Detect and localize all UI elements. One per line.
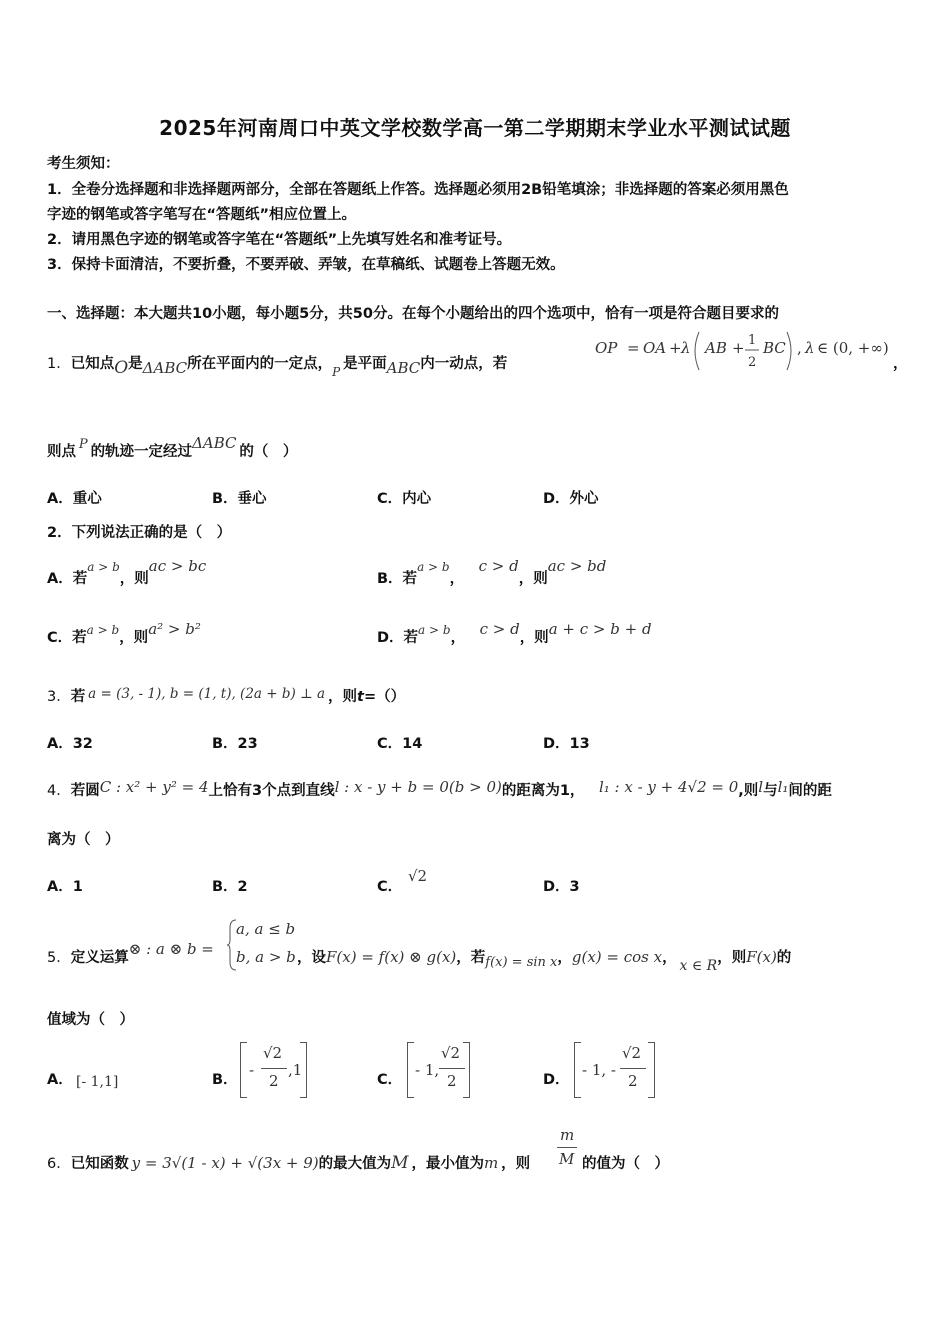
q2-c-cond: a > b (86, 623, 120, 637)
q4-line: l : x - y + b = 0(b > 0) (334, 778, 502, 796)
notice-heading: 考生须知： (47, 156, 120, 172)
q1-option-b[interactable]: B．垂心 (212, 491, 267, 507)
q5-b-pre: - (249, 1061, 255, 1079)
question-2-stem: 2．下列说法正确的是（ ） (47, 525, 232, 541)
q3-option-a[interactable]: A．32 (47, 736, 93, 752)
q2-c-result: a² > b² (148, 620, 201, 638)
question-number: 3． (47, 689, 71, 705)
q1-text: 是 (128, 356, 143, 372)
q5-text: ，若 (456, 950, 486, 966)
q5-text: ， (662, 950, 677, 966)
right-bracket (463, 1042, 470, 1098)
q1-math: ΔABC (142, 359, 188, 377)
q4-circle: C : x² + y² = 4 (99, 778, 209, 796)
question-number: 5． (47, 950, 71, 966)
q5-option-d-label[interactable]: D． (543, 1072, 570, 1088)
q6-M: M (391, 1153, 409, 1173)
q5-F: F(x) (746, 948, 777, 966)
q1-math: P (332, 365, 341, 379)
q4-option-b[interactable]: B．2 (212, 879, 248, 895)
q5-op: ⊗ : a ⊗ b = (128, 940, 214, 958)
q1-option-a[interactable]: A．重心 (47, 491, 102, 507)
q2-b-cond1: a > b (417, 560, 450, 574)
q6-m: m (483, 1154, 499, 1172)
q2-c-mid: ，则 (119, 630, 149, 646)
q1-math: O (114, 358, 129, 378)
q5-text: ， (557, 950, 572, 966)
q4-c-label: C． (377, 879, 403, 895)
q4-text: 与 (763, 783, 778, 799)
q1-math: ΔABC (192, 434, 237, 452)
question-number: 4． (47, 783, 71, 799)
q2-b-cond2: c > d (478, 557, 519, 575)
q1-text: 的（ ） (239, 444, 298, 460)
svg-text:=: = (627, 339, 640, 357)
q5-c-pre: - 1, (415, 1061, 440, 1079)
q1-text: 则点 (47, 444, 76, 460)
q6-text: ，则 (501, 1156, 531, 1172)
svg-text:∈ (0, +∞): ∈ (0, +∞) (817, 339, 889, 357)
question-5-line2: 值域为（ ） (47, 1012, 134, 1028)
question-6 (47, 1152, 530, 1173)
svg-text:λ: λ (681, 339, 691, 357)
q5-b-den: 2 (269, 1072, 279, 1090)
q5-case-2: b, a > b (236, 948, 296, 966)
q2-d-mid: ，则 (519, 630, 549, 646)
q4-option-c[interactable] (377, 867, 428, 896)
q2-b-result: ac > bd (547, 557, 607, 575)
q6-frac-den: M (559, 1150, 575, 1168)
q3-formula: a = (3, - 1), b = (1, t), (2a + b) ⊥ a (88, 686, 326, 702)
svg-text:OA: OA (643, 339, 667, 357)
q5-option-c-label[interactable]: C． (377, 1072, 403, 1088)
q4-text: 的距离为1， (501, 783, 585, 799)
q5-d-pre: - 1, - (582, 1061, 616, 1079)
q2-option-a[interactable] (47, 557, 207, 588)
q5-option-a-value[interactable]: [- 1,1] (76, 1074, 119, 1090)
q1-text: 内一动点，若 (420, 356, 508, 372)
q1-math: P (78, 437, 88, 452)
svg-text:AB: AB (705, 339, 727, 357)
q5-b-post: ,1 (288, 1061, 303, 1079)
fraction-bar (620, 1068, 646, 1069)
q4-option-d[interactable]: D．3 (543, 879, 580, 895)
question-1-line1 (47, 352, 508, 379)
svg-text:,: , (797, 339, 802, 357)
q6-text: ，最小值为 (411, 1156, 484, 1172)
question-4-line2: 离为（ ） (47, 832, 120, 848)
q2-option-d[interactable] (377, 620, 652, 647)
notice-item-1-cont: 字迹的钢笔或答字笔写在“答题纸”相应位置上。 (47, 207, 357, 223)
q2-b-sep: ， (449, 571, 465, 587)
q3-option-c[interactable]: C．14 (377, 736, 423, 752)
q1-text: 是平面 (343, 356, 387, 372)
question-1-line2 (47, 434, 298, 461)
question-number: 6． (47, 1156, 71, 1172)
q2-d-result: a + c > b + d (548, 620, 652, 638)
q1-math: ABC (386, 359, 421, 377)
notice-item-1: 1．全卷分选择题和非选择题两部分，全部在答题纸上作答。选择题必须用2B铅笔填涂；非选择题的答案必须用黑色 (47, 182, 789, 198)
page-title: 2025年河南周口中英文学校数学高一第二学期期末学业水平测试试题 (159, 116, 791, 140)
q4-l: l (758, 778, 764, 796)
svg-text:+: + (669, 339, 682, 357)
question-3 (47, 685, 405, 706)
q4-option-a[interactable]: A．1 (47, 879, 83, 895)
q4-l1: l₁ (777, 778, 789, 796)
q5-c-den: 2 (447, 1072, 457, 1090)
fraction-bar (439, 1068, 465, 1069)
q2-b-label: B．若 (377, 571, 418, 587)
svg-text:1: 1 (748, 333, 757, 348)
q5-b-num: √2 (263, 1044, 283, 1062)
left-bracket (574, 1042, 581, 1098)
q6-function: y = 3√(1 - x) + √(3x + 9) (131, 1154, 319, 1172)
q5-f: f(x) = sin x (485, 955, 558, 970)
left-bracket (407, 1042, 414, 1098)
right-bracket (648, 1042, 655, 1098)
q4-line1: l₁ : x - y + 4√2 = 0 (598, 778, 739, 796)
q3-option-b[interactable]: B．23 (212, 736, 258, 752)
q2-b-mid: ，则 (518, 571, 548, 587)
q1-option-c[interactable]: C．内心 (377, 491, 432, 507)
q5-d-den: 2 (628, 1072, 638, 1090)
q5-piecewise (226, 918, 296, 972)
q2-option-c[interactable] (47, 620, 201, 647)
question-number: 1． (47, 356, 71, 372)
q6-frac-num: m (560, 1126, 575, 1144)
q1-text: 所在平面内的一定点， (187, 356, 333, 372)
q5-text: ，设 (297, 950, 326, 966)
q2-d-label: D．若 (377, 630, 419, 646)
q5-case-1: a, a ≤ b (236, 920, 296, 938)
q2-a-cond: a > b (87, 560, 120, 574)
svg-text:λ: λ (805, 339, 815, 357)
q2-a-label: A．若 (47, 571, 88, 587)
q2-a-result: ac > bc (148, 557, 207, 575)
q5-option-b-label[interactable]: B． (212, 1072, 238, 1088)
q5-g: g(x) = cos x (571, 948, 663, 966)
q1-text: 的轨迹一定经过 (90, 444, 193, 460)
q4-c-value: √2 (407, 867, 428, 885)
q5-d-num: √2 (622, 1044, 642, 1062)
q3-text: 若 (70, 689, 86, 705)
q1-text: 已知点 (70, 356, 115, 372)
q4-text: 若圆 (70, 783, 100, 799)
question-4-line1 (47, 779, 832, 800)
svg-text:OP: OP (595, 339, 618, 357)
notice-item-2: 2．请用黑色字迹的钢笔或答字笔在“答题纸”上先填写姓名和准考证号。 (47, 232, 512, 248)
q5-text: 定义运算 (70, 950, 129, 966)
fraction-bar (261, 1068, 287, 1069)
left-bracket (240, 1042, 247, 1098)
q5-text: 的 (776, 950, 792, 966)
svg-text:+: + (732, 339, 745, 357)
question-5-line1b (297, 946, 792, 974)
q5-text: ，则 (717, 950, 747, 966)
q2-d-cond2: c > d (479, 620, 520, 638)
q3-text: ，则 (328, 689, 358, 705)
q2-d-cond1: a > b (418, 623, 451, 637)
right-bracket (300, 1042, 307, 1098)
q3-text: =（） (363, 689, 406, 705)
notice-item-3: 3．保持卡面清洁，不要折叠，不要弄破、弄皱，在草稿纸、试题卷上答题无效。 (47, 257, 565, 273)
svg-text:2: 2 (748, 355, 757, 370)
q1-option-d[interactable]: D．外心 (543, 491, 599, 507)
q1-formula-svg (593, 328, 893, 374)
q4-text: 上恰有3个点到直线 (208, 783, 335, 799)
q5-c-num: √2 (441, 1044, 461, 1062)
q3-var: t (357, 689, 364, 705)
q6-tail: 的值为（ ） (582, 1156, 669, 1172)
q1-formula (593, 328, 893, 374)
q2-c-label: C．若 (47, 630, 87, 646)
section-header: 一、选择题：本大题共10小题，每小题5分，共50分。在每个小题给出的四个选项中，恰有一项是符合题目要求的 (47, 306, 779, 322)
q4-text: ,则 (738, 783, 759, 799)
q2-d-sep: ， (450, 630, 466, 646)
q2-option-b[interactable] (377, 557, 607, 588)
svg-text:BC: BC (763, 339, 786, 357)
q3-option-d[interactable]: D．13 (543, 736, 590, 752)
fraction-bar (557, 1147, 577, 1148)
q2-a-mid: ，则 (119, 571, 149, 587)
q5-domain: x ∈ R (679, 958, 718, 974)
q6-text: 的最大值为 (318, 1156, 392, 1172)
q1-comma: ， (893, 356, 908, 372)
q5-def: F(x) = f(x) ⊗ g(x) (326, 948, 457, 966)
question-5-line1 (47, 940, 214, 967)
q5-option-a-label[interactable]: A． (47, 1072, 73, 1088)
q6-fraction (556, 1126, 580, 1172)
q4-text: 间的距 (788, 783, 832, 799)
q6-text: 已知函数 (70, 1156, 129, 1172)
